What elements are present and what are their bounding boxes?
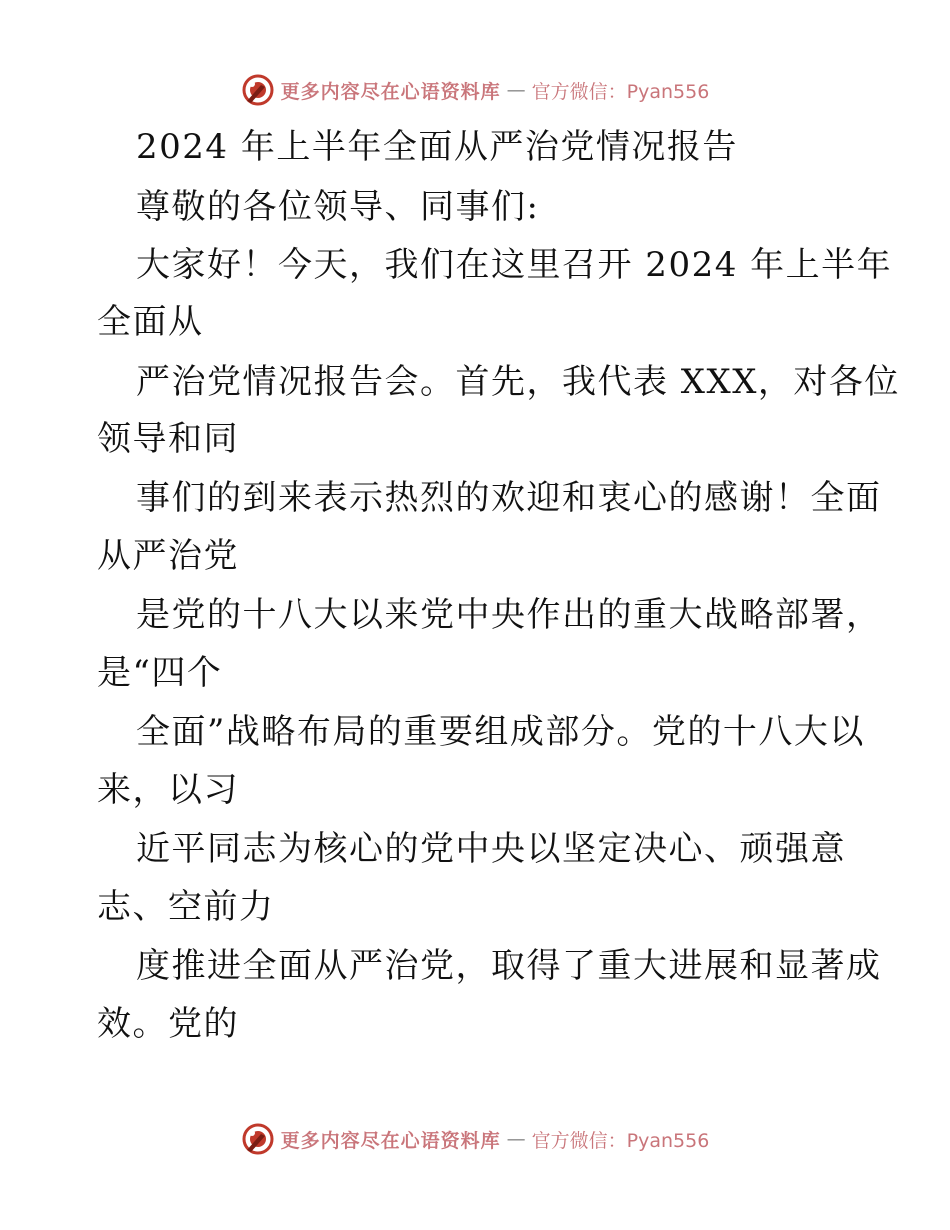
text-line: 效。党的	[97, 1004, 239, 1044]
text-line: 志、空前力	[97, 887, 275, 927]
text-line: 大家好！今天，我们在这里召开 2024 年上半年	[136, 245, 893, 285]
text-line: 度推进全面从严治党，取得了重大进展和显著成	[136, 946, 882, 986]
pen-logo-icon	[241, 1122, 275, 1156]
text-line: 全面”战略布局的重要组成部分。党的十八大以	[136, 712, 865, 752]
footer-watermark	[0, 1117, 950, 1161]
text-line: 是党的十八大以来党中央作出的重大战略部署，	[136, 595, 882, 635]
watermark-dash: —	[506, 79, 526, 101]
text-line: 来，以习	[97, 770, 239, 810]
text-line: 是“四个	[97, 653, 223, 693]
watermark-brand: 更多内容尽在心语资料库	[280, 1129, 501, 1152]
watermark-brand: 更多内容尽在心语资料库	[280, 80, 501, 103]
watermark-contact: 官方微信：Pyan556	[531, 80, 710, 103]
salutation: 尊敬的各位领导、同事们:	[136, 187, 540, 227]
text-line: 领导和同	[97, 419, 239, 459]
text-line: 事们的到来表示热烈的欢迎和衷心的感谢！全面	[136, 478, 882, 518]
text-line: 近平同志为核心的党中央以坚定决心、顽强意	[136, 829, 846, 869]
text-line: 全面从	[97, 302, 204, 342]
document-title: 2024 年上半年全面从严治党情况报告	[136, 127, 738, 167]
watermark-dash: —	[506, 1128, 526, 1150]
text-line: 严治党情况报告会。首先，我代表 XXX，对各位	[136, 362, 900, 402]
watermark-contact: 官方微信：Pyan556	[531, 1129, 710, 1152]
text-line: 从严治党	[97, 536, 239, 576]
